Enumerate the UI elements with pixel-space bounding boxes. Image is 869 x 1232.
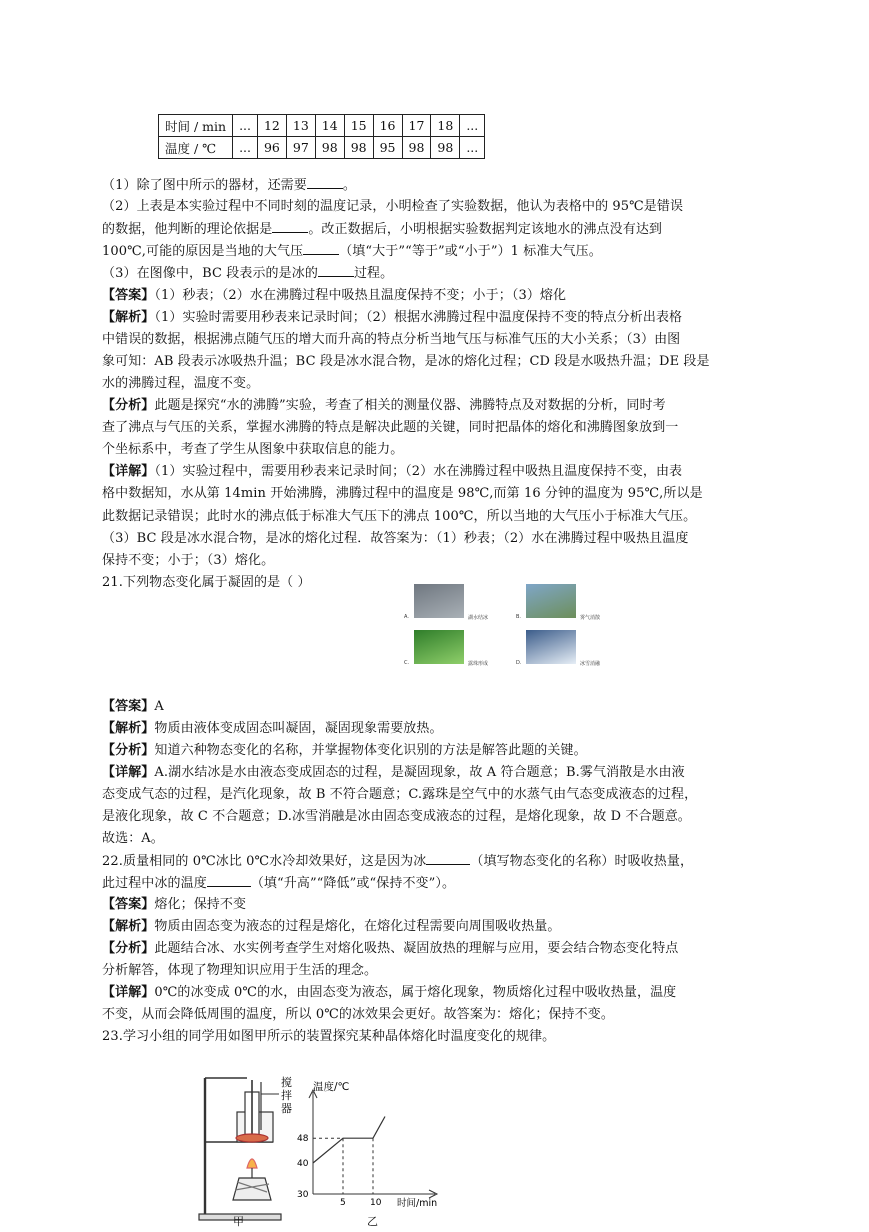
y-axis-label: 温度/℃ — [313, 1081, 350, 1093]
line-text: 熔化；保持不变 — [154, 897, 247, 912]
table-cell: ... — [233, 115, 258, 137]
line-text: 23.学习小组的同学用如图甲所示的装置探究某种晶体熔化时温度变化的规律。 — [102, 1029, 556, 1044]
line-text: 格中数据知，水从第 14min 开始沸腾，沸腾过程中的温度是 98℃,而第 16 分钟的温度为 95℃,所以是 — [102, 486, 703, 502]
table-cell: 98 — [315, 137, 344, 159]
line-text-after-blank: 。改正数据后，小明根据实验数据判定该地水的沸点没有达到 — [308, 222, 663, 238]
text-line — [102, 762, 772, 784]
line-text-after-blank: 。 — [342, 178, 356, 193]
line-text: 故选：A。 — [102, 831, 164, 846]
table-cell: 98 — [402, 137, 431, 159]
table-cell: 98 — [431, 137, 460, 159]
table-cell: 12 — [257, 115, 286, 137]
line-text: 水的沸腾过程，温度不变。 — [102, 375, 260, 391]
text-line — [102, 528, 772, 550]
option-letter: B. — [516, 614, 522, 620]
text-line — [102, 718, 772, 740]
text-line — [102, 550, 772, 572]
text-line — [102, 696, 772, 718]
text-line — [102, 740, 772, 762]
option-image — [526, 584, 576, 618]
answer-blank — [318, 262, 354, 277]
answer-blank — [303, 240, 339, 255]
line-text: 分析解答，体现了物理知识应用于生活的理念。 — [102, 963, 378, 978]
y-tick-label: 40 — [297, 1159, 309, 1169]
section-tag: 【详解】 — [102, 464, 155, 480]
text-line — [102, 828, 772, 850]
y-tick-label: 48 — [297, 1134, 309, 1145]
text-line — [102, 872, 772, 895]
line-text: （3）在图像中，BC 段表示的是冰的 — [102, 266, 318, 282]
section-tag: 【分析】 — [102, 398, 155, 413]
y-tick-label: 30 — [297, 1190, 309, 1200]
text-line — [102, 285, 772, 307]
line-text: 中错误的数据，根据沸点随气压的增大而升高的特点分析当地气压与标准气压的大小关系；（3）由图 — [102, 331, 681, 347]
line-text: 此数据记录错误；此时水的沸点低于标准大气压下的沸点 100℃，所以当地的大气压小于标准大气压。 — [102, 508, 697, 524]
text-line — [102, 174, 772, 197]
text-line — [102, 916, 772, 938]
option-caption: 雾气消散 — [580, 615, 601, 621]
line-text: 此过程中冰的温度 — [102, 876, 207, 891]
option-image — [414, 630, 464, 664]
answer-blank — [426, 850, 470, 865]
section-tag: 【详解】 — [102, 765, 155, 780]
text-line — [102, 806, 772, 828]
line-text: 0℃的冰变成 0℃的水，由固态变为液态，属于熔化现象，物质熔化过程中吸收热量，温度 — [154, 985, 677, 1000]
line-text: 物质由固态变为液态的过程是熔化，在熔化过程需要向周围吸收热量。 — [154, 919, 561, 934]
x-axis-label: 时间/min — [397, 1198, 438, 1209]
line-text: 态变成气态的过程，是汽化现象，故 B 不符合题意；C.露珠是空气中的水蒸气由气态变成液态的过程， — [102, 787, 698, 802]
line-text: 物质由液体变成固态叫凝固，凝固现象需要放热。 — [154, 721, 443, 736]
line-text: （1）实验过程中，需要用秒表来记录时间；（2）水在沸腾过程中吸热且温度保持不变，由表 — [154, 464, 683, 480]
option-caption: 冰雪消融 — [580, 661, 601, 667]
temperature-table — [158, 114, 485, 159]
section-tag: 【答案】 — [102, 287, 155, 303]
text-line — [102, 373, 772, 395]
option-caption: 露珠形成 — [468, 661, 489, 667]
line-text: 是液化现象，故 C 不合题意；D.冰雪消融是冰由固态变成液态的过程，是熔化现象，故 D 不合题意。 — [102, 809, 691, 824]
line-text: 21.下列物态变化属于凝固的是（ ） — [102, 574, 311, 590]
text-line — [102, 982, 772, 1004]
option-images — [400, 582, 620, 682]
option-letter: D. — [516, 660, 522, 666]
line-text: （1）实验时需要用秒表来记录时间；（2）根据水沸腾过程中温度保持不变的特点分析出表格 — [154, 309, 683, 325]
text-line — [102, 329, 772, 351]
text-line — [102, 439, 772, 461]
text-line — [102, 395, 772, 417]
text-line — [102, 1004, 772, 1026]
text-line — [102, 506, 772, 528]
section-tag: 【解析】 — [102, 721, 155, 736]
line-text: 知道六种物态变化的名称，并掌握物体变化识别的方法是解答此题的关键。 — [154, 743, 587, 758]
line-text: 象可知：AB 段表示冰吸热升温；BC 段是冰水混合物，是冰的熔化过程；CD 段是水吸热升温；DE 段是 — [102, 353, 710, 369]
section-tag: 【详解】 — [102, 985, 155, 1000]
stirrer-label-3: 器 — [281, 1102, 292, 1115]
caption-jia: 甲 — [233, 1215, 244, 1228]
line-text: 22.质量相同的 0℃冰比 0℃水冷却效果好，这是因为冰 — [102, 854, 427, 869]
text-line — [102, 894, 772, 916]
heating-apparatus — [199, 1078, 281, 1220]
table-cell: 温度 / ℃ — [159, 137, 233, 159]
stirrer-label-1: 搅 — [281, 1076, 292, 1089]
text-line — [102, 240, 772, 263]
table-cell: ... — [460, 115, 485, 137]
text-line — [102, 417, 772, 439]
table-cell: 96 — [257, 137, 286, 159]
line-text: 不变，从而会降低周围的温度，所以 0℃的冰效果会更好。故答案为：熔化；保持不变。 — [102, 1007, 614, 1022]
line-text-after-blank: （填写物态变化的名称）时吸收热量， — [470, 854, 694, 869]
line-text: A.湖水结冰是水由液态变成固态的过程，是凝固现象，故 A 符合题意；B.雾气消散是水由液 — [154, 765, 685, 780]
table-cell: ... — [460, 137, 485, 159]
text-line — [102, 850, 772, 873]
line-text: 100℃,可能的原因是当地的大气压 — [102, 244, 304, 260]
table-cell: 98 — [344, 137, 373, 159]
section-tag: 【答案】 — [102, 897, 155, 912]
answer-blank — [307, 174, 343, 189]
line-text: 此题是探究“水的沸腾”实验，考查了相关的测量仪器、沸腾特点及对数据的分析，同时考 — [154, 398, 666, 413]
section-tag: 【分析】 — [102, 743, 155, 758]
table-cell: 18 — [431, 115, 460, 137]
x-tick-label: 5 — [340, 1198, 346, 1208]
line-text: 的数据，他判断的理论依据是 — [102, 222, 273, 238]
line-text: （2）上表是本实验过程中不同时刻的温度记录，小明检查了实验数据，他认为表格中的 95℃是错误 — [102, 199, 684, 215]
section-tag: 【解析】 — [102, 309, 155, 325]
melting-curve — [313, 1117, 385, 1164]
table-cell: 17 — [402, 115, 431, 137]
table-row — [159, 115, 485, 137]
line-text: A — [154, 699, 164, 714]
caption-yi: 乙 — [367, 1215, 378, 1228]
table-cell: ... — [233, 137, 258, 159]
apparatus-and-graph — [195, 1072, 455, 1228]
table-cell: 时间 / min — [159, 115, 233, 137]
table-row — [159, 137, 485, 159]
section-tag: 【解析】 — [102, 919, 155, 934]
stirrer-label-2: 拌 — [281, 1089, 292, 1102]
option-letter: C. — [404, 660, 410, 666]
line-text: （1）除了图中所示的器材，还需要 — [102, 178, 307, 193]
table-cell: 15 — [344, 115, 373, 137]
text-line — [102, 351, 772, 373]
text-line — [102, 483, 772, 505]
text-line — [102, 938, 772, 960]
text-line — [102, 1026, 772, 1048]
table-cell: 95 — [373, 137, 402, 159]
text-line — [102, 196, 772, 218]
line-text-after-blank: 过程。 — [353, 266, 394, 282]
text-line — [102, 218, 772, 241]
text-line — [102, 960, 772, 982]
x-tick-label: 10 — [370, 1198, 382, 1208]
table-cell: 13 — [286, 115, 315, 137]
answer-blank — [272, 218, 308, 233]
table-cell: 16 — [373, 115, 402, 137]
line-text: 个坐标系中，考查了学生从图象中获取信息的能力。 — [102, 442, 404, 458]
line-text: 查了沸点与气压的关系，掌握水沸腾的特点是解决此题的关键，同时把晶体的熔化和沸腾图象放到一 — [102, 420, 679, 436]
line-text-after-blank: （填“大于”“等于”或“小于”）1 标准大气压。 — [339, 244, 602, 260]
line-text: （3）BC 段是冰水混合物，是冰的熔化过程．故答案为：（1）秒表；（2）水在沸腾过程中吸热且温度 — [102, 530, 689, 546]
option-image — [414, 584, 464, 618]
text-line — [102, 262, 772, 285]
table-cell: 14 — [315, 115, 344, 137]
text-line — [102, 784, 772, 806]
text-line — [102, 461, 772, 483]
option-caption: 湖水结冰 — [468, 615, 489, 621]
figure-23 — [195, 1072, 455, 1228]
section-tag: 【分析】 — [102, 941, 155, 956]
line-text: 保持不变；小于；（3）熔化。 — [102, 552, 275, 568]
line-text: 此题结合冰、水实例考查学生对熔化吸热、凝固放热的理解与应用，要会结合物态变化特点 — [154, 941, 679, 956]
option-image — [526, 630, 576, 664]
option-letter: A. — [404, 614, 409, 620]
text-line — [102, 307, 772, 329]
answer-blank — [207, 872, 251, 887]
line-text-after-blank: （填“升高”“降低”或“保持不变”）。 — [250, 876, 456, 891]
table-cell: 97 — [286, 137, 315, 159]
line-text: （1）秒表；（2）水在沸腾过程中吸热且温度保持不变；小于；（3）熔化 — [154, 287, 567, 303]
section-tag: 【答案】 — [102, 699, 155, 714]
